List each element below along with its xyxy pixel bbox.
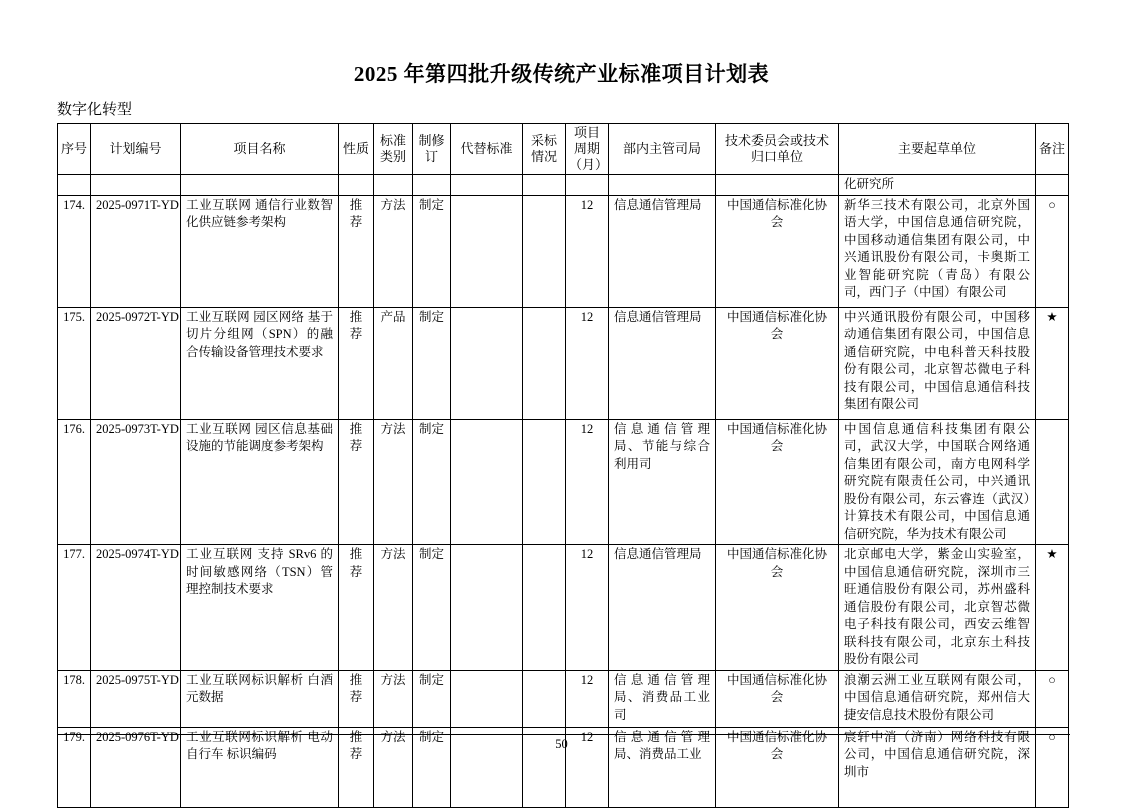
cell-adoption bbox=[523, 670, 566, 727]
cell-nature: 推荐 bbox=[339, 670, 374, 727]
cell-project-name: 工业互联网标识解析 电动自行车 标识编码 bbox=[181, 727, 339, 807]
cell-replaced-standard bbox=[451, 195, 523, 307]
header-adoption: 采标情况 bbox=[523, 124, 566, 175]
cell-department: 信息通信管理局 bbox=[609, 545, 716, 671]
cell-drafting-units: 化研究所 bbox=[839, 175, 1036, 196]
cell-plan-no: 2025-0972T-YD bbox=[91, 307, 181, 419]
header-committee: 技术委员会或技术归口单位 bbox=[716, 124, 839, 175]
cell-department: 信息通信管理局、消费品工业 bbox=[609, 727, 716, 807]
cell-action: 制定 bbox=[413, 670, 451, 727]
cell-replaced-standard bbox=[451, 545, 523, 671]
cell-project-name: 工业互联网 支持 SRv6 的时间敏感网络（TSN）管理控制技术要求 bbox=[181, 545, 339, 671]
cell-nature: 推荐 bbox=[339, 195, 374, 307]
cell-project-name: 工业互联网 园区网络 基于切片分组网（SPN）的融合传输设备管理技术要求 bbox=[181, 307, 339, 419]
header-row bbox=[58, 124, 1069, 175]
standards-plan-table bbox=[57, 123, 1069, 808]
cell-committee: 中国通信标准化协会 bbox=[716, 670, 839, 727]
cell-project-name: 工业互联网 园区信息基础设施的节能调度参考架构 bbox=[181, 419, 339, 545]
cell-action: 制定 bbox=[413, 545, 451, 671]
cell-seq bbox=[58, 175, 91, 196]
header-action: 制修订 bbox=[413, 124, 451, 175]
cell-plan-no bbox=[91, 175, 181, 196]
cell-drafting-units: 中国信息通信科技集团有限公司，武汉大学，中国联合网络通信集团有限公司，南方电网科学研究院有限责任公司，中兴通讯股份有限公司，东云睿连（武汉）计算技术有限公司，中国信息通信研究院，华为技术有限公司 bbox=[839, 419, 1036, 545]
cell-plan-no: 2025-0975T-YD bbox=[91, 670, 181, 727]
cell-nature: 推荐 bbox=[339, 307, 374, 419]
cell-replaced-standard bbox=[451, 419, 523, 545]
cell-department: 信息通信管理局 bbox=[609, 195, 716, 307]
table-row bbox=[58, 195, 1069, 307]
cell-seq: 176. bbox=[58, 419, 91, 545]
cell-drafting-units: 北京邮电大学，紫金山实验室，中国信息通信研究院，深圳市三旺通信股份有限公司，苏州盛科通信股份有限公司，北京智芯微电子科技有限公司，西安云维智联科技有限公司，北京东土科技股份有限公司 bbox=[839, 545, 1036, 671]
cell-drafting-units: 浪潮云洲工业互联网有限公司，中国信息通信研究院，郑州信大捷安信息技术股份有限公司 bbox=[839, 670, 1036, 727]
cell-department: 信息通信管理局、消费品工业司 bbox=[609, 670, 716, 727]
cell-nature bbox=[339, 175, 374, 196]
table-row bbox=[58, 419, 1069, 545]
cell-plan-no: 2025-0973T-YD bbox=[91, 419, 181, 545]
cell-adoption bbox=[523, 545, 566, 671]
cell-seq: 178. bbox=[58, 670, 91, 727]
header-project-name: 项目名称 bbox=[181, 124, 339, 175]
cell-period bbox=[566, 175, 609, 196]
cell-category bbox=[374, 175, 413, 196]
page-title: 2025 年第四批升级传统产业标准项目计划表 bbox=[353, 62, 770, 86]
cell-period: 12 bbox=[566, 419, 609, 545]
cell-adoption bbox=[523, 175, 566, 196]
cell-department: 信息通信管理局、节能与综合利用司 bbox=[609, 419, 716, 545]
table-row bbox=[58, 307, 1069, 419]
cell-committee: 中国通信标准化协会 bbox=[716, 307, 839, 419]
cell-remark: ○ bbox=[1036, 670, 1069, 727]
cell-seq: 174. bbox=[58, 195, 91, 307]
cell-replaced-standard bbox=[451, 670, 523, 727]
header-seq: 序号 bbox=[58, 124, 91, 175]
cell-remark bbox=[1036, 419, 1069, 545]
cell-plan-no: 2025-0976T-YD bbox=[91, 727, 181, 807]
table-row bbox=[58, 670, 1069, 727]
cell-remark: ○ bbox=[1036, 727, 1069, 807]
header-department: 部内主管司局 bbox=[609, 124, 716, 175]
cell-seq: 177. bbox=[58, 545, 91, 671]
cell-category: 方法 bbox=[374, 670, 413, 727]
cell-category: 方法 bbox=[374, 727, 413, 807]
cell-adoption bbox=[523, 195, 566, 307]
cell-drafting-units: 新华三技术有限公司，北京外国语大学，中国信息通信研究院，中国移动通信集团有限公司，中兴通讯股份有限公司，卡奥斯工业智能研究院（青岛）有限公司，西门子（中国）有限公司 bbox=[839, 195, 1036, 307]
cell-category: 方法 bbox=[374, 419, 413, 545]
cell-project-name: 工业互联网标识解析 白酒元数据 bbox=[181, 670, 339, 727]
header-nature: 性质 bbox=[339, 124, 374, 175]
header-category: 标准类别 bbox=[374, 124, 413, 175]
cell-nature: 推荐 bbox=[339, 545, 374, 671]
cell-period: 12 bbox=[566, 670, 609, 727]
cell-seq: 175. bbox=[58, 307, 91, 419]
header-period: 项目周期（月） bbox=[566, 124, 609, 175]
cell-replaced-standard bbox=[451, 175, 523, 196]
section-label: 数字化转型 bbox=[57, 102, 133, 118]
page-number: 50 bbox=[555, 737, 568, 751]
cell-action bbox=[413, 175, 451, 196]
cell-period: 12 bbox=[566, 307, 609, 419]
header-remark: 备注 bbox=[1036, 124, 1069, 175]
cell-committee: 中国通信标准化协会 bbox=[716, 419, 839, 545]
cell-project-name: 工业互联网 通信行业数智化供应链参考架构 bbox=[181, 195, 339, 307]
cell-action: 制定 bbox=[413, 307, 451, 419]
cell-department bbox=[609, 175, 716, 196]
header-plan-no: 计划编号 bbox=[91, 124, 181, 175]
cell-committee bbox=[716, 175, 839, 196]
carryover-row bbox=[58, 175, 1069, 196]
cell-adoption bbox=[523, 307, 566, 419]
cell-plan-no: 2025-0974T-YD bbox=[91, 545, 181, 671]
header-drafting-units: 主要起草单位 bbox=[839, 124, 1036, 175]
cell-nature: 推荐 bbox=[339, 419, 374, 545]
cell-action: 制定 bbox=[413, 195, 451, 307]
cell-category: 方法 bbox=[374, 195, 413, 307]
cell-category: 方法 bbox=[374, 545, 413, 671]
cell-nature: 推荐 bbox=[339, 727, 374, 807]
cell-category: 产品 bbox=[374, 307, 413, 419]
cell-project-name bbox=[181, 175, 339, 196]
cell-drafting-units: 宸轩中消（济南）网络科技有限公司，中国信息通信研究院，深圳市 bbox=[839, 727, 1036, 807]
cell-department: 信息通信管理局 bbox=[609, 307, 716, 419]
cell-remark: ○ bbox=[1036, 195, 1069, 307]
table-clip-region bbox=[57, 123, 1070, 779]
cell-committee: 中国通信标准化协会 bbox=[716, 195, 839, 307]
cell-seq: 179. bbox=[58, 727, 91, 807]
cell-replaced-standard bbox=[451, 307, 523, 419]
cell-remark: ★ bbox=[1036, 545, 1069, 671]
cell-drafting-units: 中兴通讯股份有限公司，中国移动通信集团有限公司，中国信息通信研究院，中电科普天科技股份有限公司，北京智芯微电子科技有限公司，中国信息通信科技集团有限公司 bbox=[839, 307, 1036, 419]
cell-remark bbox=[1036, 175, 1069, 196]
cell-committee: 中国通信标准化协会 bbox=[716, 545, 839, 671]
cell-period: 12 bbox=[566, 545, 609, 671]
header-replaced-standard: 代替标准 bbox=[451, 124, 523, 175]
cell-committee: 中国通信标准化协会 bbox=[716, 727, 839, 807]
cell-period: 12 bbox=[566, 195, 609, 307]
cell-action: 制定 bbox=[413, 727, 451, 807]
cell-period: 12 bbox=[566, 727, 609, 807]
cell-adoption bbox=[523, 419, 566, 545]
cell-action: 制定 bbox=[413, 419, 451, 545]
cell-remark: ★ bbox=[1036, 307, 1069, 419]
table-row bbox=[58, 545, 1069, 671]
cell-plan-no: 2025-0971T-YD bbox=[91, 195, 181, 307]
